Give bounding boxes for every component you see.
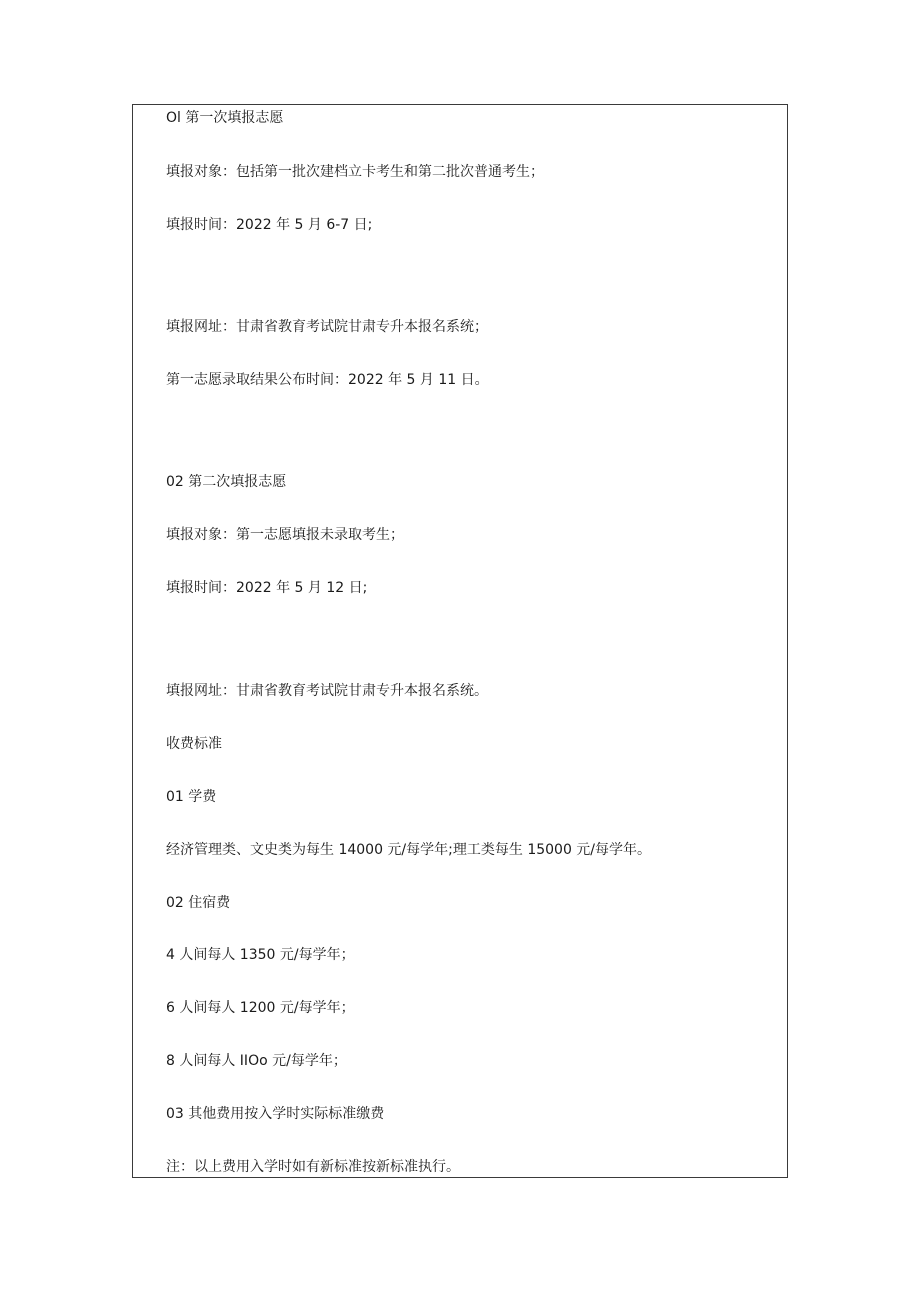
subheading-tuition: 01 学费 — [166, 789, 217, 805]
subheading-accommodation: 02 住宿费 — [166, 895, 231, 911]
second-application-website: 填报网址：甘肃省教育考试院甘肃专升本报名系统。 — [166, 683, 488, 699]
accommodation-6-person: 6 人间每人 1200 元/每学年； — [166, 1000, 355, 1016]
first-application-website: 填报网址：甘肃省教育考试院甘肃专升本报名系统； — [166, 319, 488, 335]
second-application-time: 填报时间：2022 年 5 月 12 日; — [166, 580, 368, 596]
first-application-time: 填报时间：2022 年 5 月 6-7 日; — [166, 217, 373, 233]
accommodation-4-person: 4 人间每人 1350 元/每学年； — [166, 947, 355, 963]
fee-note: 注：以上费用入学时如有新标准按新标准执行。 — [166, 1159, 460, 1175]
first-application-target: 填报对象：包括第一批次建档立卡考生和第二批次普通考生； — [166, 164, 544, 180]
second-application-target: 填报对象：第一志愿填报未录取考生； — [166, 527, 404, 543]
section-heading-fees: 收费标准 — [166, 736, 222, 752]
accommodation-8-person: 8 人间每人 IIOo 元/每学年； — [166, 1053, 347, 1069]
tuition-details: 经济管理类、文史类为每生 14000 元/每学年;理工类每生 15000 元/每学年。 — [166, 842, 652, 858]
first-choice-result-date: 第一志愿录取结果公布时间：2022 年 5 月 11 日。 — [166, 372, 489, 388]
other-fees: 03 其他费用按入学时实际标准缴费 — [166, 1106, 385, 1122]
section-heading-first-application: Ol 第一次填报志愿 — [166, 110, 284, 126]
section-heading-second-application: 02 第二次填报志愿 — [166, 474, 287, 490]
